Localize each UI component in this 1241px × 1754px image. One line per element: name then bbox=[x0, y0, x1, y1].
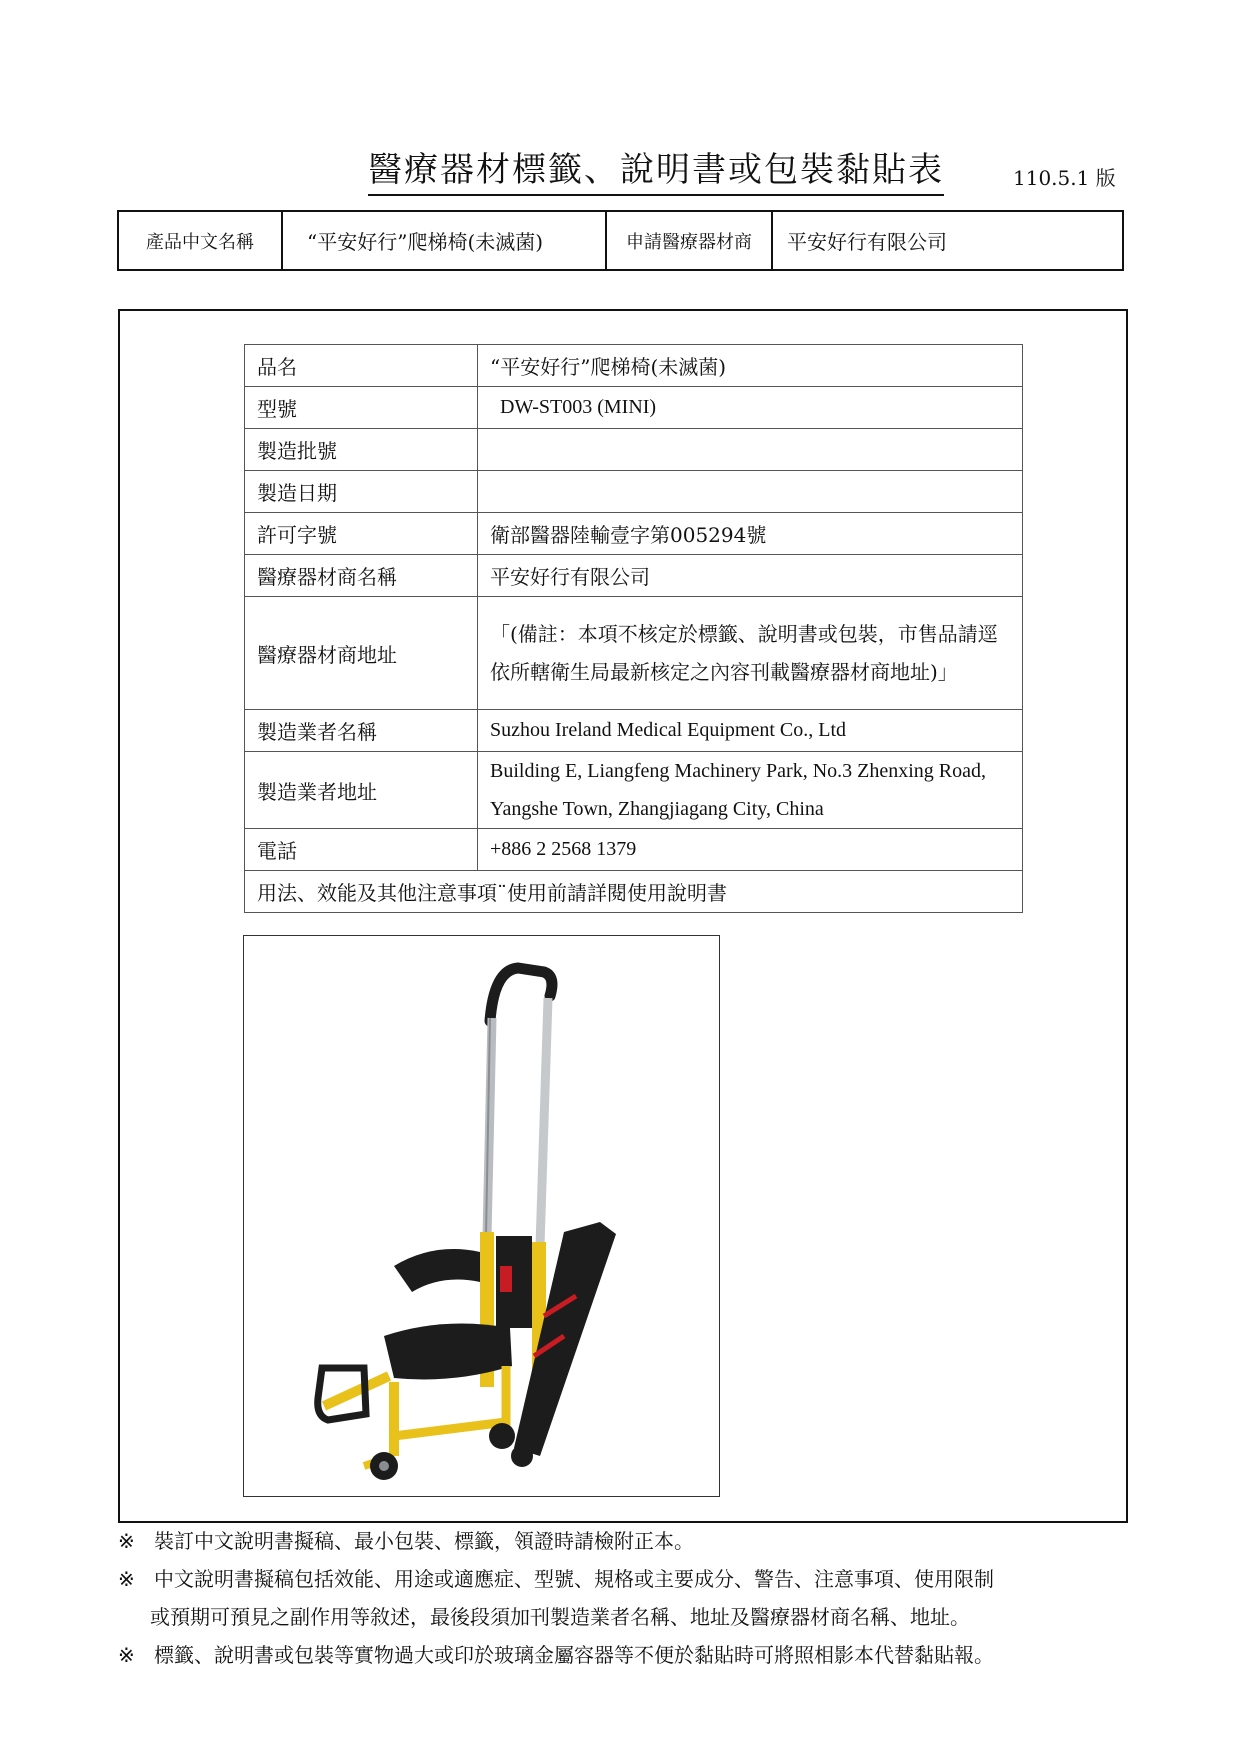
table-row bbox=[245, 345, 1023, 387]
reference-mark-icon: ※ bbox=[118, 1567, 135, 1591]
row-key: 電話 bbox=[245, 829, 478, 871]
row-value: Suzhou Ireland Medical Equipment Co., Ltd bbox=[478, 710, 1023, 752]
reference-mark-icon: ※ bbox=[118, 1643, 135, 1667]
product-photo bbox=[243, 935, 720, 1497]
row-key: 製造業者名稱 bbox=[245, 710, 478, 752]
table-row bbox=[245, 829, 1023, 871]
table-row bbox=[245, 471, 1023, 513]
row-value bbox=[478, 471, 1023, 513]
form-version: 110.5.1 版 bbox=[1013, 166, 1116, 190]
note-2-continued bbox=[150, 1601, 970, 1630]
applicant-value: 平安好行有限公司 bbox=[787, 230, 947, 254]
row-key: 製造批號 bbox=[245, 429, 478, 471]
row-key: 製造日期 bbox=[245, 471, 478, 513]
table-row bbox=[245, 429, 1023, 471]
reference-mark-icon: ※ bbox=[118, 1529, 135, 1553]
note-text: 裝訂中文說明書擬稿、最小包裝、標籤，領證時請檢附正本。 bbox=[154, 1529, 694, 1553]
note-text: 或預期可預見之副作用等敘述，最後段須加刊製造業者名稱、地址及醫療器材商名稱、地址。 bbox=[150, 1605, 970, 1629]
header-table bbox=[117, 210, 1124, 271]
note-2 bbox=[118, 1563, 994, 1592]
table-row bbox=[245, 597, 1023, 710]
row-value: Building E, Liangfeng Machinery Park, No.3 Zhenxing Road, Yangshe Town, Zhangjiagang City, China bbox=[478, 752, 1023, 829]
row-value: “平安好行”爬梯椅(未滅菌) bbox=[478, 345, 1023, 387]
label-table bbox=[244, 344, 1023, 913]
row-key: 許可字號 bbox=[245, 513, 478, 555]
table-row bbox=[245, 387, 1023, 429]
stair-chair-image bbox=[244, 936, 719, 1496]
row-key: 製造業者地址 bbox=[245, 752, 478, 829]
usage-note: 用法、效能及其他注意事項¨使用前請詳閱使用說明書 bbox=[245, 871, 1023, 913]
note-text: 中文說明書擬稿包括效能、用途或適應症、型號、規格或主要成分、警告、注意事項、使用限制 bbox=[154, 1567, 994, 1591]
table-row bbox=[245, 513, 1023, 555]
product-name-label: 產品中文名稱 bbox=[119, 212, 283, 269]
row-key: 醫療器材商地址 bbox=[245, 597, 478, 710]
document-title: 醫療器材標籤、說明書或包裝黏貼表 bbox=[368, 148, 944, 196]
note-text: 標籤、說明書或包裝等實物過大或印於玻璃金屬容器等不便於黏貼時可將照相影本代替黏貼報。 bbox=[154, 1643, 994, 1667]
row-key: 品名 bbox=[245, 345, 478, 387]
table-row bbox=[245, 710, 1023, 752]
row-value: 平安好行有限公司 bbox=[478, 555, 1023, 597]
row-value: 衛部醫器陸輸壹字第005294號 bbox=[478, 513, 1023, 555]
table-row bbox=[245, 871, 1023, 913]
row-value: DW-ST003 (MINI) bbox=[478, 387, 1023, 429]
table-row bbox=[245, 752, 1023, 829]
note-1 bbox=[118, 1525, 694, 1554]
row-key: 型號 bbox=[245, 387, 478, 429]
row-value: 「(備註：本項不核定於標籤、說明書或包裝，市售品請逕依所轄衛生局最新核定之內容刊載醫療器材商地址)」 bbox=[478, 597, 1023, 710]
product-name-value: “平安好行”爬梯椅(未滅菌) bbox=[283, 212, 607, 269]
note-3 bbox=[118, 1639, 994, 1668]
row-value bbox=[478, 429, 1023, 471]
table-row bbox=[245, 555, 1023, 597]
applicant-label: 申請醫療器材商 bbox=[607, 212, 773, 269]
row-value: +886 2 2568 1379 bbox=[478, 829, 1023, 871]
row-key: 醫療器材商名稱 bbox=[245, 555, 478, 597]
